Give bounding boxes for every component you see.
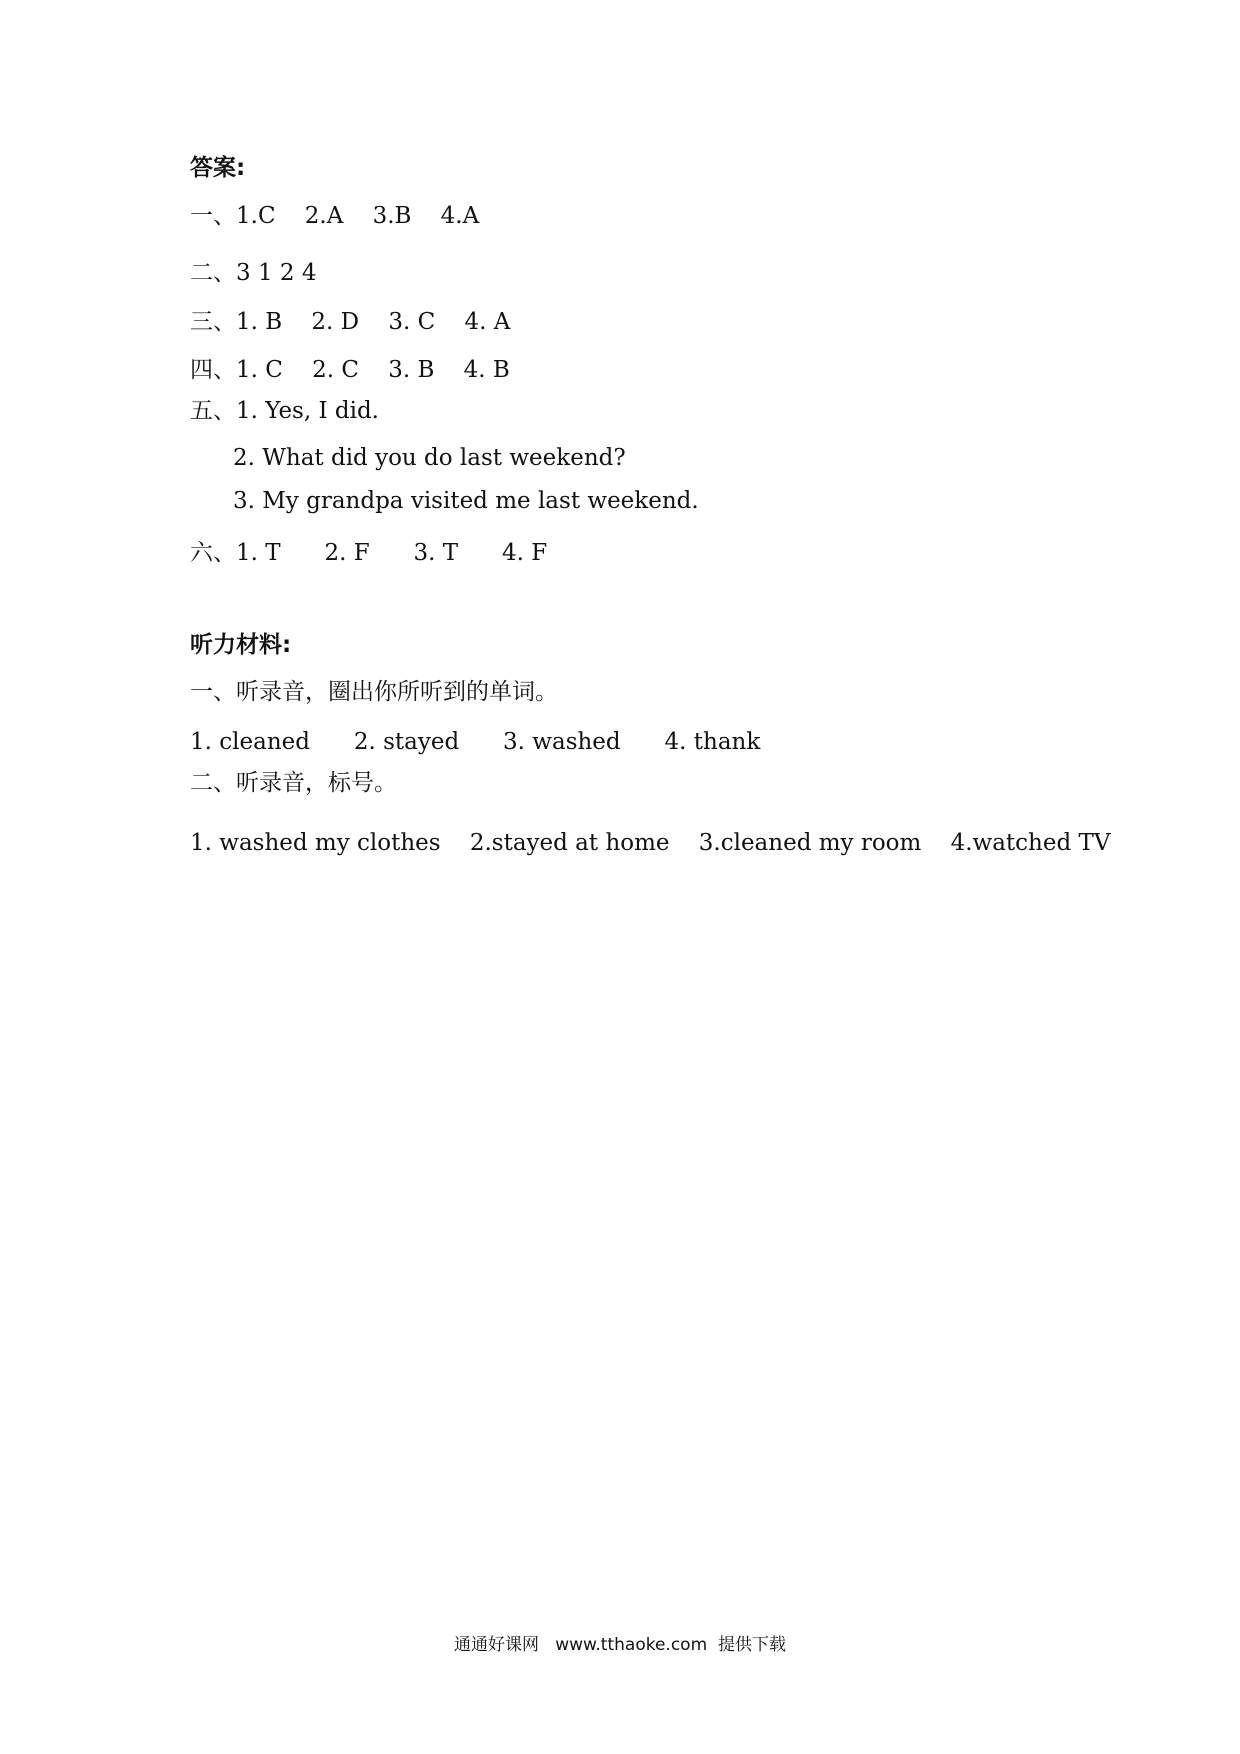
page-footer: 通通好课网 www.tthaoke.com 提供下载 [454,1635,786,1655]
answer-section-5-item-1: 五、1. Yes, I did. [190,398,379,424]
listening-section-1-words: 1. cleaned 2. stayed 3. washed 4. thank [190,729,761,755]
listening-section-2-title: 二、听录音，标号。 [190,770,397,796]
answer-section-4: 四、1. C 2. C 3. B 4. B [190,357,510,383]
answer-section-2: 二、3 1 2 4 [190,260,317,286]
answers-heading: 答案: [190,155,246,181]
listening-heading: 听力材料: [190,632,292,658]
answer-section-6: 六、1. T 2. F 3. T 4. F [190,540,548,566]
listening-section-1-title: 一、听录音，圈出你所听到的单词。 [190,679,558,705]
answer-section-3: 三、1. B 2. D 3. C 4. A [190,309,511,335]
answer-section-1: 一、1.C 2.A 3.B 4.A [190,203,480,229]
answer-section-5-item-3: 3. My grandpa visited me last weekend. [233,488,699,514]
answer-section-5-item-2: 2. What did you do last weekend? [233,445,626,471]
listening-section-2-phrases: 1. washed my clothes 2.stayed at home 3.cleaned my room 4.watched TV [190,830,1111,856]
